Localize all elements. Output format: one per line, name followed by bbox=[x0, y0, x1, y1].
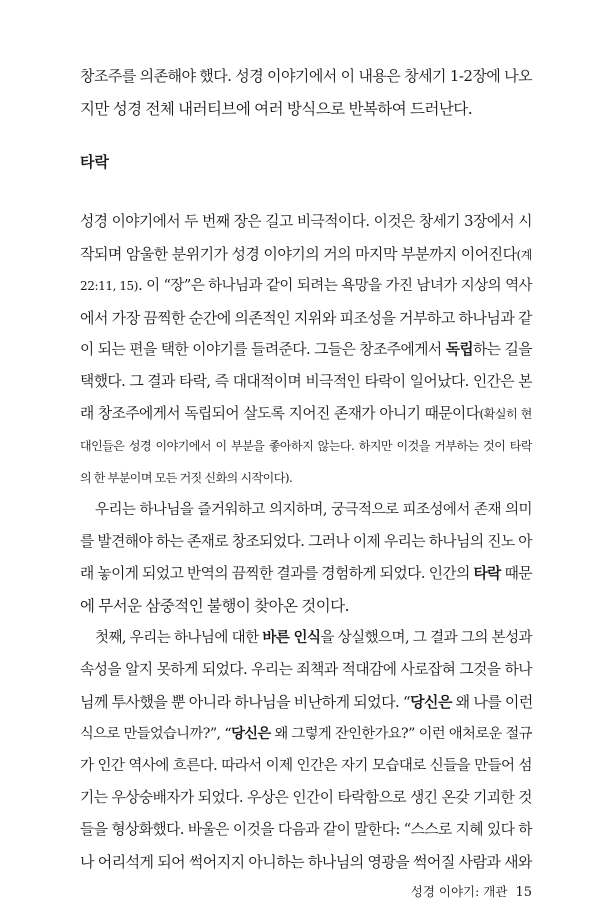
body-line: 속성을 알지 못하게 되었다. 우리는 죄책과 적대감에 사로잡혀 그것을 하나 bbox=[80, 661, 532, 678]
body-line: 우리는 하나님을 즐거워하고 의지하며, 궁극적으로 피조성에서 존재 의미 bbox=[95, 502, 532, 518]
body-line: 작되며 암울한 분위기가 성경 이야기의 거의 마지막 부분까지 이어진다(계 bbox=[80, 245, 532, 263]
body-line: 식으로 만들었습니까?”, “당신은 왜 그렇게 잔인한가요?” 이런 애처로운 절규 bbox=[80, 726, 532, 742]
body-line: 택했다. 그 결과 타락, 즉 대대적이며 비극적인 타락이 일어났다. 인간은 본 bbox=[80, 373, 532, 390]
body-line: 를 발견해야 하는 존재로 창조되었다. 그러나 이제 우리는 하나님의 진노 아 bbox=[80, 533, 532, 550]
citation: (계 bbox=[516, 248, 532, 262]
body-line: 들을 형상화했다. 바울은 이것을 다음과 같이 말한다: “스스로 지혜 있다 하 bbox=[80, 821, 532, 838]
body-line: 창조주를 의존해야 했다. 성경 이야기에서 이 내용은 창세기 1-2장에 나오 bbox=[80, 67, 532, 85]
page-number: 15 bbox=[515, 885, 532, 900]
aside-line: 대인들은 성경 이야기에서 이 부분을 좋아하지 않는다. 하지만 이것을 거부하는 것이 타락 bbox=[80, 439, 532, 453]
body-line: 기는 우상숭배자가 되었다. 우상은 인간이 타락함으로 생긴 온갖 기괴한 것 bbox=[80, 789, 532, 806]
running-title: 성경 이야기: 개관 bbox=[410, 884, 508, 899]
body-line: 에서 가장 끔찍한 순간에 의존적인 지위와 피조성을 거부하고 하나님과 같 bbox=[80, 309, 532, 327]
body-line: 에 무서운 삼중적인 불행이 찾아온 것이다. bbox=[80, 597, 349, 615]
body-line: 첫째, 우리는 하나님에 대한 바른 인식을 상실했으며, 그 결과 그의 본성과 bbox=[95, 629, 532, 646]
page-footer bbox=[411, 884, 532, 901]
citation: 22:11, 15) bbox=[80, 279, 139, 293]
aside-line: 의 한 부분이며 모든 거짓 신화의 시작이다). bbox=[80, 471, 293, 485]
emphasis: 당신은 bbox=[410, 693, 452, 711]
body-line: 래 창조주에게서 독립되어 살도록 지어진 존재가 아니기 때문이다(확실히 현 bbox=[80, 405, 532, 422]
body-line: 가 인간 역사에 흐른다. 따라서 이제 인간은 자기 모습대로 신들을 만들어 섬 bbox=[80, 758, 532, 774]
body-line: 님께 투사했을 뿐 아니라 하나님을 비난하게 되었다. “당신은 왜 나를 이런 bbox=[80, 693, 533, 711]
body-line: 지만 성경 전체 내러티브에 여러 방식으로 반복하여 드러난다. bbox=[80, 100, 473, 118]
emphasis: 바른 인식 bbox=[262, 629, 321, 646]
body-line: 래 놓이게 되었고 반역의 끔찍한 결과를 경험하게 되었다. 인간의 타락 때문 bbox=[80, 565, 532, 582]
body-line: 22:11, 15). 이 “장”은 하나님과 같이 되려는 욕망을 가진 남녀가 지상의 역사 bbox=[80, 278, 532, 294]
emphasis: 독립 bbox=[445, 341, 474, 358]
body-line: 성경 이야기에서 두 번째 장은 길고 비극적이다. 이것은 창세기 3장에서 시 bbox=[80, 213, 532, 230]
body-line: 이 되는 편을 택한 이야기를 들려준다. 그들은 창조주에게서 독립하는 길을 bbox=[80, 341, 533, 358]
section-heading: 타락 bbox=[80, 153, 109, 171]
body-line: 나 어리석게 되어 썩어지지 아니하는 하나님의 영광을 썩어질 사람과 새와 bbox=[80, 853, 532, 871]
emphasis: 당신은 bbox=[231, 726, 271, 742]
emphasis: 타락 bbox=[473, 565, 501, 582]
aside-text: (확실히 현 bbox=[479, 407, 532, 421]
